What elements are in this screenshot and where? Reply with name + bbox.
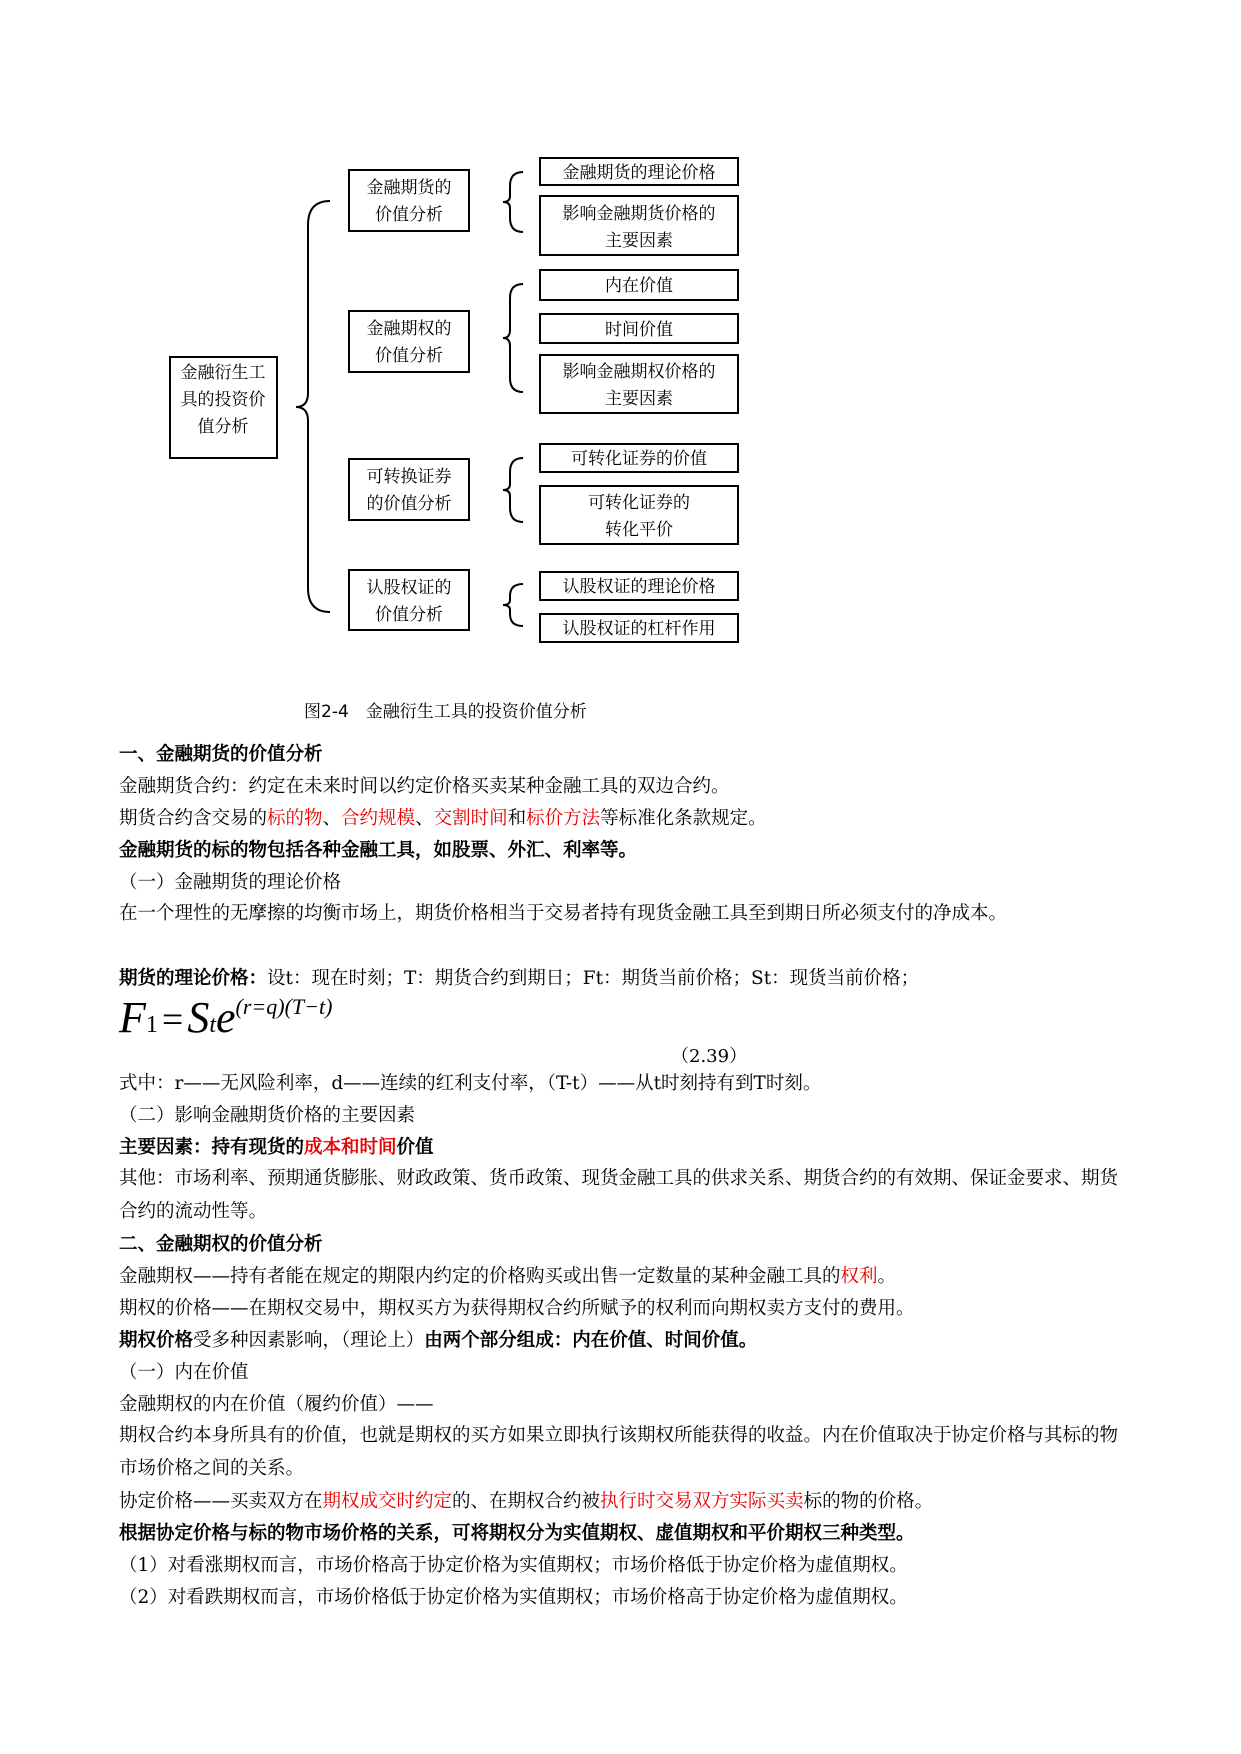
group-futures-line-2: 价值分析 xyxy=(375,205,443,225)
brace-futures xyxy=(503,172,523,232)
root-line-1: 金融衍生工 xyxy=(180,363,266,383)
para-option-components: 期权价格受多种因素影响，（理论上）由两个部分组成：内在价值、时间价值。 xyxy=(119,1330,758,1351)
item-options-factors-line-1: 影响金融期权价格的 xyxy=(562,362,716,382)
brace-warrants xyxy=(503,584,523,626)
group-warrants-line-1: 认股权证的 xyxy=(366,578,452,598)
item-warrant-leverage-text: 认股权证的杠杆作用 xyxy=(562,619,716,639)
item-conversion-parity-line-1: 可转化证券的 xyxy=(588,493,690,513)
group-options-line-2: 价值分析 xyxy=(375,346,443,366)
para-call-option: （1）对看涨期权而言，市场价格高于协定价格为实值期权；市场价格低于协定价格为虚值期权。 xyxy=(119,1555,908,1576)
brace-options xyxy=(503,284,523,392)
para-other-factors: 其他：市场利率、预期通货膨胀、财政政策、货币政策、现货金融工具的供求关系、期货合约的有效期、保证金要求、期货合约的流动性等。 xyxy=(119,1168,1119,1222)
heading-futures: 一、金融期货的价值分析 xyxy=(119,744,323,765)
root-line-2: 具的投资价 xyxy=(180,390,266,410)
para-futures-contract: 金融期货合约：约定在未来时间以约定价格买卖某种金融工具的双边合约。 xyxy=(119,776,730,797)
root-line-3: 值分析 xyxy=(197,417,249,437)
para-formula-legend: 式中：r——无风险利率，d——连续的红利支付率，（T-t）——从t时刻持有到T时刻。 xyxy=(119,1073,822,1094)
group-convertible-line-2: 的价值分析 xyxy=(366,494,452,514)
formula-futures-price: F1 = Ste(r=q)(T−t) xyxy=(119,993,333,1042)
item-options-factors-line-2: 主要因素 xyxy=(605,389,673,409)
para-standard-terms: 期货合约含交易的标的物、合约规模、交割时间和标价方法等标准化条款规定。 xyxy=(119,808,767,829)
item-intrinsic-value-text: 内在价值 xyxy=(605,276,673,296)
para-option-definition: 金融期权——持有者能在规定的期限内约定的价格购买或出售一定数量的某种金融工具的权利。 xyxy=(119,1266,897,1287)
heading-options: 二、金融期权的价值分析 xyxy=(119,1234,323,1255)
para-option-price: 期权的价格——在期权交易中，期权买方为获得期权合约所赋予的权利而向期权卖方支付的费用。 xyxy=(119,1298,915,1319)
brace-convertible xyxy=(503,458,523,522)
para-strike-price: 协定价格——买卖双方在期权成交时约定的、在期权合约被执行时交易双方实际买卖标的物的价格。 xyxy=(119,1491,934,1512)
para-intrinsic-title: 金融期权的内在价值（履约价值）—— xyxy=(119,1394,434,1415)
subheading-futures-factors: （二）影响金融期货价格的主要因素 xyxy=(119,1105,416,1126)
para-main-factors: 主要因素：持有现货的成本和时间价值 xyxy=(119,1137,434,1158)
structure-diagram xyxy=(0,0,1241,680)
subheading-intrinsic: （一）内在价值 xyxy=(119,1362,249,1383)
group-convertible-line-1: 可转换证券 xyxy=(366,467,452,487)
para-intrinsic-body: 期权合约本身所具有的价值，也就是期权的买方如果立即执行该期权所能获得的收益。内在价值取决于协定价格与其标的物市场价格之间的关系。 xyxy=(119,1425,1119,1479)
para-option-types: 根据协定价格与标的物市场价格的关系，可将期权分为实值期权、虚值期权和平价期权三种类型。 xyxy=(119,1523,915,1544)
para-put-option: （2）对看跌期权而言，市场价格低于协定价格为实值期权；市场价格高于协定价格为虚值期权。 xyxy=(119,1587,908,1608)
item-time-value-text: 时间价值 xyxy=(605,320,673,340)
main-brace xyxy=(296,201,330,612)
subheading-futures-theory: （一）金融期货的理论价格 xyxy=(119,872,342,893)
para-equilibrium: 在一个理性的无摩擦的均衡市场上，期货价格相当于交易者持有现货金融工具至到期日所必须支付的净成本。 xyxy=(119,903,1008,924)
item-futures-theory-price-text: 金融期货的理论价格 xyxy=(562,163,716,183)
item-conversion-parity-line-2: 转化平价 xyxy=(605,520,673,540)
group-futures-line-1: 金融期货的 xyxy=(366,178,452,198)
para-underlying: 金融期货的标的物包括各种金融工具，如股票、外汇、利率等。 xyxy=(119,840,638,861)
figure-caption: 图2-4 金融衍生工具的投资价值分析 xyxy=(304,702,587,722)
group-options-line-1: 金融期权的 xyxy=(366,319,452,339)
item-futures-factors-line-1: 影响金融期货价格的 xyxy=(562,204,716,224)
item-warrant-theory-price-text: 认股权证的理论价格 xyxy=(562,577,716,597)
item-futures-factors-line-2: 主要因素 xyxy=(605,231,673,251)
para-theory-price: 期货的理论价格：设t：现在时刻；T：期货合约到期日；Ft：期货当前价格；St：现货当前价格； xyxy=(119,968,920,989)
equation-number: （2.39） xyxy=(671,1046,748,1067)
item-convertible-value-text: 可转化证券的价值 xyxy=(571,449,707,469)
group-warrants-line-2: 价值分析 xyxy=(375,605,443,625)
